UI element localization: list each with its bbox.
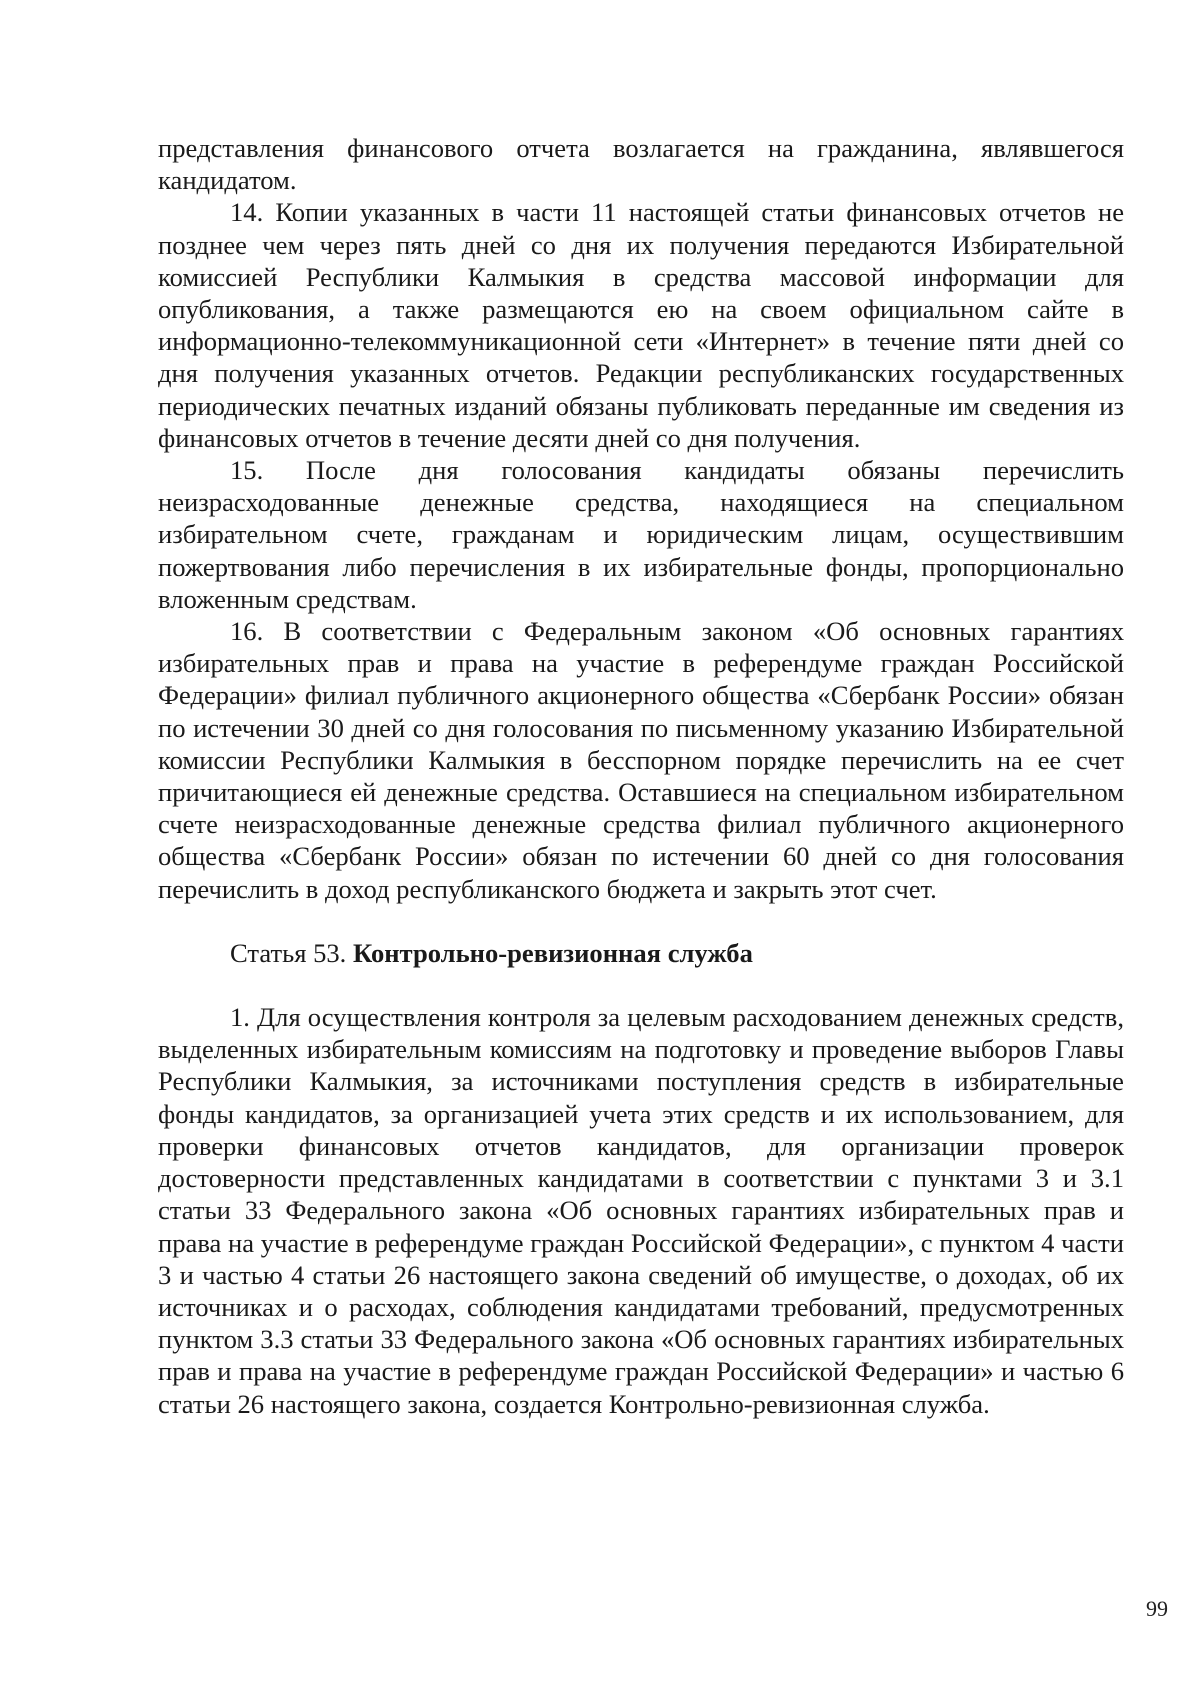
article-heading [158,905,1124,1001]
page-number: 99 [1146,1596,1168,1621]
article-prefix: Статья 53. [230,937,353,968]
paragraph-14: 14. Копии указанных в части 11 настоящей статьи финансовых отчетов не позднее чем через пять дней со дня их получения передаются Избирательной комиссией Республики Калмыкия в средства массовой информации для опубликования, а также размещаются ею на своем официальном сайте в информационно-телекоммуникационной сети «Интернет» в течение пяти дней со дня получения указанных отчетов. Редакции республиканских государственных периодических печатных изданий обязаны публиковать переданные им сведения из финансовых отчетов в течение десяти дней со дня получения. [158,197,1124,453]
document-body [158,132,1124,1420]
article-title: Контрольно-ревизионная служба [352,937,753,968]
paragraph-16: 16. В соответствии с Федеральным законом «Об основных гарантиях избирательных прав и права на участие в референдуме граждан Российской Федерации» филиал публичного акционерного общества «Сбербанк России» обязан по истечении 30 дней со дня голосования по письменному указанию Избирательной комиссии Республики Калмыкия в бесспорном порядке перечислить на ее счет причитающиеся ей денежные средства. Оставшиеся на специальном избирательном счете неизрасходованные денежные средства филиал публичного акционерного общества «Сбербанк России» обязан по истечении 60 дней со дня голосования перечислить в доход республиканского бюджета и закрыть этот счет. [158,616,1124,904]
paragraph-15: 15. После дня голосования кандидаты обязаны перечислить неизрасходованные денежные средства, находящиеся на специальном избирательном счете, гражданам и юридическим лицам, осуществившим пожертвования либо перечисления в их избирательные фонды, пропорционально вложенным средствам. [158,455,1124,614]
paragraph-continuation: представления финансового отчета возлагается на гражданина, являвшегося кандидатом. [158,133,1124,196]
article-53-paragraph-1: 1. Для осуществления контроля за целевым расходованием денежных средств, выделенных избирательным комиссиям на подготовку и проведение выборов Главы Республики Калмыкия, за источниками поступления средств в избирательные фонды кандидатов, за организацией учета этих средств и их использованием, для проверки финансовых отчетов кандидатов, для организации проверок достоверности представленных кандидатами в соответствии с пунктами 3 и 3.1 статьи 33 Федерального закона «Об основных гарантиях избирательных прав и права на участие в референдуме граждан Российской Федерации», с пунктом 4 части 3 и частью 4 статьи 26 настоящего закона сведений об имуществе, о доходах, об их источниках и о расходах, соблюдения кандидатами требований, предусмотренных пунктом 3.3 статьи 33 Федерального закона «Об основных гарантиях избирательных прав и права на участие в референдуме граждан Российской Федерации» и частью 6 статьи 26 настоящего закона, создается Контрольно-ревизионная служба. [158,1002,1124,1419]
